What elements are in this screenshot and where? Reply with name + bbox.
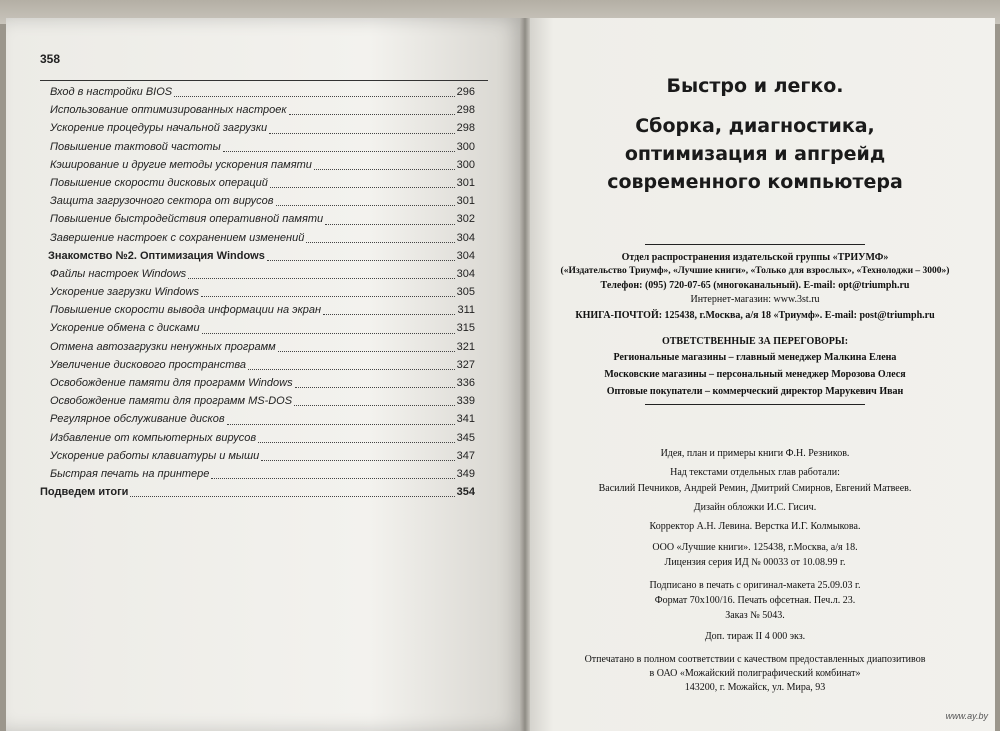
toc-entry-page: 298 [456, 104, 475, 117]
toc-leader-dots [323, 314, 455, 315]
toc-entry-page: 300 [456, 140, 475, 153]
toc-entry-title: Ускорение процедуры начальной загрузки [50, 122, 268, 135]
toc-entry-page: 302 [456, 213, 475, 226]
toc-entry [40, 192, 495, 210]
book-title-part: Сборка, диагностика, [635, 115, 875, 137]
toc-entry [40, 101, 495, 119]
toc-entry-title: Завершение настроек с сохранением изменений [50, 231, 305, 244]
credit-line: в ОАО «Можайский полиграфический комбинат» [649, 668, 861, 679]
toc-leader-dots [294, 405, 455, 406]
toc-leader-dots [314, 169, 455, 170]
toc-leader-dots [223, 151, 455, 152]
resp-line: Региональные магазины – главный менеджер Малкина Елена [613, 352, 897, 363]
toc-entry-title: Использование оптимизированных настроек [50, 104, 287, 117]
toc-leader-dots [278, 351, 455, 352]
toc-entry [40, 210, 495, 228]
credit-line: ООО «Лучшие книги». 125438, г.Москва, а/я 18. [652, 542, 858, 553]
credit-line: Заказ № 5043. [725, 610, 785, 621]
toc-leader-dots [202, 333, 455, 334]
resp-line: Московские магазины – персональный менеджер Морозова Олеся [604, 369, 906, 380]
toc-entry [40, 392, 495, 410]
toc-entry-title: Повышение скорости дисковых операций [50, 176, 268, 189]
toc-entry-title: Повышение быстродействия оперативной памяти [50, 213, 324, 226]
toc-entry [40, 338, 495, 356]
credit-line: Подписано в печать с оригинал-макета 25.09.03 г. [649, 580, 861, 591]
toc-leader-dots [174, 96, 455, 97]
toc-entry-title: Ускорение обмена с дисками [50, 322, 200, 335]
toc-leader-dots [267, 260, 455, 261]
toc-entry [40, 83, 495, 101]
toc-leader-dots [295, 387, 455, 388]
toc-leader-dots [289, 114, 455, 115]
toc-entry-page: 339 [456, 395, 475, 408]
toc-entry [40, 247, 495, 265]
toc-entry-title: Знакомство №2. Оптимизация Windows [48, 249, 265, 262]
book-title-part: оптимизация и апгрейд [624, 143, 886, 165]
toc-entry-title: Быстрая печать на принтере [50, 467, 210, 480]
book-title-line1: Быстро и легко. [666, 75, 844, 97]
toc-entry [40, 283, 495, 301]
toc-entry-title: Подведем итоги [40, 486, 129, 499]
toc-entry-page: 315 [456, 322, 475, 335]
toc-leader-dots [188, 278, 455, 279]
table-of-contents [40, 83, 495, 501]
toc-entry-title: Ускорение работы клавиатуры и мыши [50, 449, 260, 462]
toc-entry [40, 374, 495, 392]
toc-entry [40, 229, 495, 247]
toc-entry-page: 327 [456, 358, 475, 371]
book-gutter [520, 18, 530, 731]
toc-entry-page: 305 [456, 286, 475, 299]
toc-entry-title: Повышение скорости вывода информации на экран [50, 304, 322, 317]
toc-leader-dots [270, 187, 455, 188]
toc-entry-page: 311 [457, 304, 475, 317]
header-rule [40, 80, 488, 81]
credit-line: Идея, план и примеры книги Ф.Н. Резников. [660, 448, 850, 459]
resp-line: Оптовые покупатели – коммерческий директор Марукевич Иван [606, 386, 904, 397]
toc-entry [40, 138, 495, 156]
book-title-line2 [540, 112, 970, 196]
dist-line: КНИГА-ПОЧТОЙ: 125438, г.Москва, а/я 18 «Триумф». E-mail: post@triumph.ru [575, 310, 935, 321]
toc-entry-page: 298 [456, 122, 475, 135]
toc-entry-page: 304 [456, 231, 475, 244]
toc-entry [40, 429, 495, 447]
toc-entry-page: 341 [456, 413, 475, 426]
dist-line: Телефон: (095) 720-07-65 (многоканальный). E-mail: opt@triumph.ru [600, 280, 910, 291]
toc-entry [40, 483, 495, 501]
toc-leader-dots [269, 133, 455, 134]
credit-line: Отпечатано в полном соответствии с качеством предоставленных диапозитивов [584, 654, 926, 665]
toc-entry-title: Отмена автозагрузки ненужных программ [50, 340, 276, 353]
resp-title: ОТВЕТСТВЕННЫЕ ЗА ПЕРЕГОВОРЫ: [661, 336, 849, 347]
toc-leader-dots [258, 442, 455, 443]
toc-entry-page: 321 [456, 340, 475, 353]
toc-entry-page: 304 [456, 249, 475, 262]
page-number: 358 [40, 52, 61, 66]
toc-entry-title: Освобождение памяти для программ MS-DOS [50, 395, 293, 408]
credit-line: Дизайн обложки И.С. Гисич. [693, 502, 817, 513]
toc-entry-page: 336 [456, 377, 475, 389]
toc-entry-title: Увеличение дискового пространства [50, 358, 247, 371]
dist-line: Отдел распространения издательской группы «ТРИУМФ» [621, 252, 889, 263]
toc-entry-title: Файлы настроек Windows [50, 267, 187, 280]
toc-entry-page: 347 [456, 449, 475, 462]
book-title-part: современного компьютера [607, 171, 903, 193]
divider [645, 404, 865, 405]
toc-entry-page: 349 [456, 467, 475, 480]
toc-entry-title: Вход в настройки BIOS [50, 86, 173, 98]
credit-line: 143200, г. Можайск, ул. Мира, 93 [684, 682, 826, 693]
toc-leader-dots [211, 478, 455, 479]
toc-entry-page: 345 [456, 431, 475, 444]
toc-entry-title: Повышение тактовой частоты [50, 140, 221, 153]
toc-leader-dots [276, 205, 455, 206]
toc-entry [40, 447, 495, 465]
toc-leader-dots [130, 496, 455, 497]
toc-leader-dots [201, 296, 455, 297]
toc-entry-title: Кэширование и другие методы ускорения памяти [50, 158, 312, 171]
toc-entry [40, 410, 495, 428]
toc-entry-title: Освобождение памяти для программ Windows [50, 377, 293, 389]
toc-leader-dots [227, 424, 455, 425]
toc-entry-page: 296 [456, 86, 475, 98]
credit-line: Доп. тираж II 4 000 экз. [704, 631, 806, 642]
toc-entry [40, 174, 495, 192]
toc-entry [40, 265, 495, 283]
toc-entry-title: Защита загрузочного сектора от вирусов [50, 195, 274, 208]
toc-entry-page: 301 [456, 195, 475, 208]
toc-entry [40, 119, 495, 137]
toc-entry-page: 301 [456, 176, 475, 189]
toc-entry [40, 356, 495, 374]
toc-entry [40, 156, 495, 174]
watermark: www.ay.by [945, 711, 988, 721]
credit-line: Лицензия серия ИД № 00033 от 10.08.99 г. [664, 557, 846, 568]
credit-line: Василий Печников, Андрей Ремин, Дмитрий Смирнов, Евгений Матвеев. [598, 483, 912, 494]
dist-line: («Издательство Триумф», «Лучшие книги», «Только для взрослых», «Технолоджи – 3000») [560, 266, 950, 276]
toc-leader-dots [261, 460, 455, 461]
toc-leader-dots [325, 224, 455, 225]
toc-entry [40, 301, 495, 319]
dist-line: Интернет-магазин: www.3st.ru [690, 294, 820, 305]
toc-entry-title: Регулярное обслуживание дисков [50, 413, 225, 426]
toc-leader-dots [248, 369, 455, 370]
divider [645, 244, 865, 245]
toc-entry-title: Ускорение загрузки Windows [50, 286, 199, 299]
toc-entry-page: 354 [456, 486, 475, 499]
credit-line: Над текстами отдельных глав работали: [670, 467, 840, 478]
credit-line: Формат 70х100/16. Печать офсетная. Печ.л. 23. [654, 595, 856, 606]
credit-line: Корректор А.Н. Левина. Верстка И.Г. Колмыкова. [649, 521, 861, 532]
toc-entry-page: 300 [456, 158, 475, 171]
toc-entry-page: 304 [456, 267, 475, 280]
toc-entry [40, 319, 495, 337]
toc-entry [40, 465, 495, 483]
toc-leader-dots [306, 242, 455, 243]
toc-entry-title: Избавление от компьютерных вирусов [50, 431, 257, 444]
